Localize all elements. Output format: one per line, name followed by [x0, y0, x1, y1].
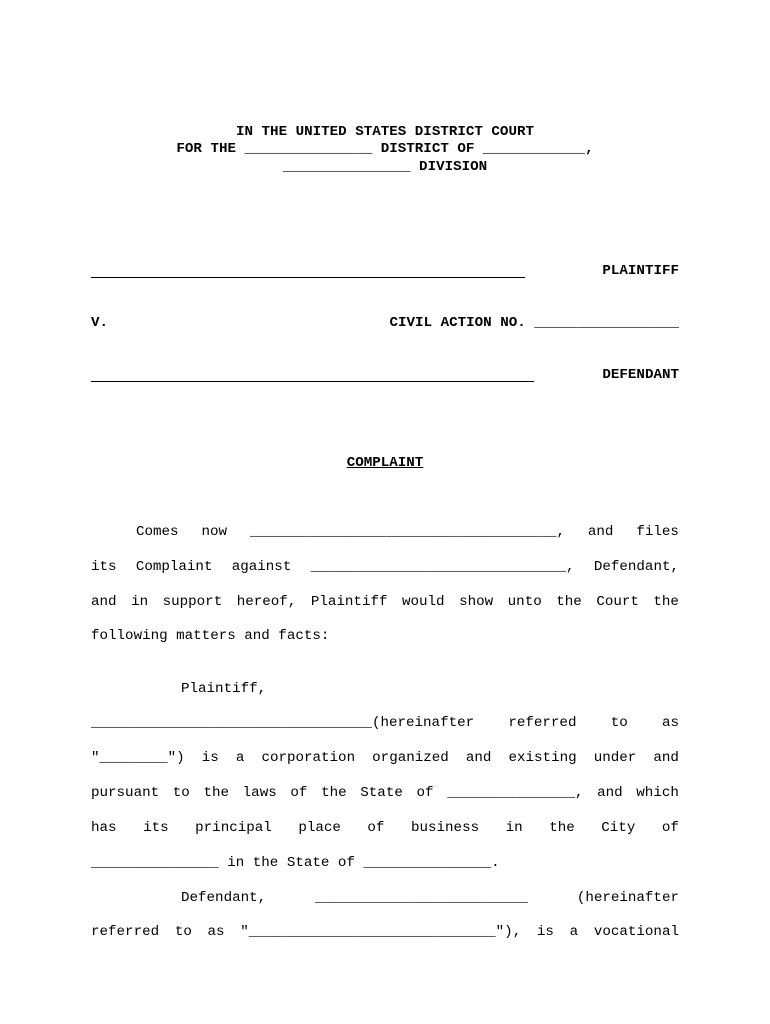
para2-line-2: "________") is a corporation organized and existing under and: [91, 750, 679, 766]
court-header-line-1: IN THE UNITED STATES DISTRICT COURT: [236, 124, 534, 140]
court-header-line-2: FOR THE _______________ DISTRICT OF ____________,: [176, 141, 594, 157]
para1-line-4: following matters and facts:: [91, 628, 330, 644]
plaintiff-label: PLAINTIFF: [602, 263, 679, 279]
para2-line-5: _______________ in the State of _______________.: [91, 855, 500, 871]
para2-line-4: has its principal place of business in the City of: [91, 820, 679, 836]
civil-action-number: CIVIL ACTION NO. _________________: [389, 315, 679, 331]
para3-line-2: referred to as "_____________________________"), is a vocational: [91, 924, 679, 940]
court-header-line-3: _______________ DIVISION: [282, 159, 488, 175]
para1-line-2: its Complaint against ______________________________, Defendant,: [91, 559, 679, 575]
para1-line-3: and in support hereof, Plaintiff would show unto the Court the: [91, 594, 679, 610]
defendant-label: DEFENDANT: [602, 367, 679, 383]
plaintiff-name-blank[interactable]: [91, 277, 525, 278]
para2-line-0: Plaintiff,: [181, 681, 267, 697]
document-title: COMPLAINT: [346, 455, 424, 471]
versus-label: V.: [91, 315, 109, 331]
para2-line-3: pursuant to the laws of the State of _______________, and which: [91, 785, 679, 801]
para3-line-1: Defendant, _________________________ (hereinafter: [181, 890, 679, 906]
defendant-name-blank[interactable]: [91, 381, 534, 382]
para1-line-1: Comes now ____________________________________, and files: [136, 524, 679, 540]
para2-line-1: _________________________________(hereinafter referred to as: [91, 715, 679, 731]
